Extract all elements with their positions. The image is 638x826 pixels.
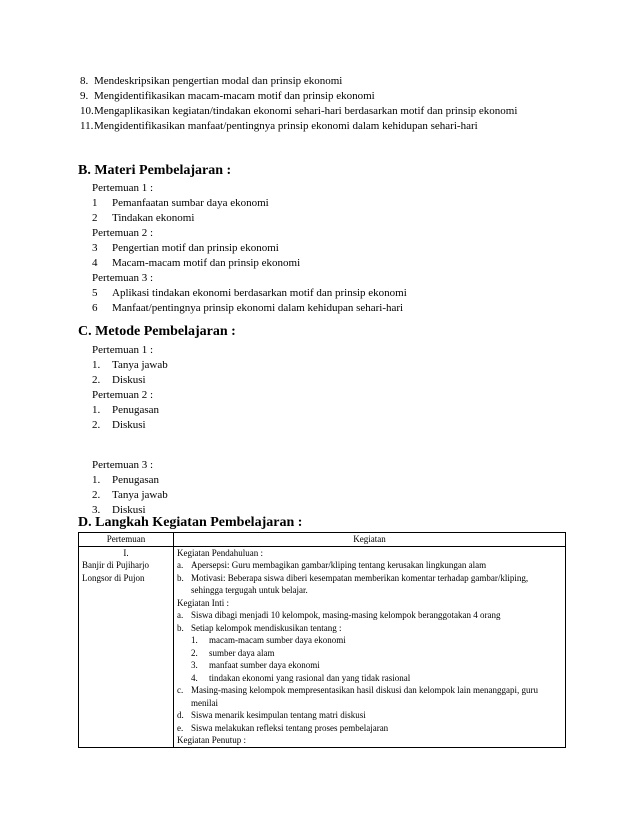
list-item <box>80 119 560 134</box>
list-item <box>92 241 407 256</box>
discussion-topics <box>177 634 562 684</box>
list-item <box>92 256 407 271</box>
pertemuan-cell <box>79 546 174 747</box>
list-number: 11. <box>80 120 94 132</box>
list-item <box>80 74 560 89</box>
table-header-row <box>79 533 566 547</box>
list-item <box>191 647 562 660</box>
list-item <box>92 181 407 196</box>
list-text: Diskusi <box>112 374 146 386</box>
list-item <box>92 226 407 241</box>
list-item <box>191 634 562 647</box>
list-item <box>80 89 560 104</box>
list-text: Macam-macam motif dan prinsip ekonomi <box>112 257 301 269</box>
pertemuan-number: I. <box>123 547 129 558</box>
section-c-heading: C. Metode Pembelajaran : <box>78 324 236 339</box>
activity-table <box>78 532 566 748</box>
list-text: Mendeskripsikan pengertian modal dan prinsip ekonomi <box>94 75 343 87</box>
list-marker: e. <box>177 722 184 733</box>
list-text: Pertemuan 2 : <box>92 227 154 239</box>
list-item <box>92 388 168 403</box>
list-text: Diskusi <box>112 419 146 431</box>
list-item <box>92 373 168 388</box>
objective-list <box>80 74 560 134</box>
list-text: Siswa melakukan refleksi tentang proses pembelajaran <box>191 722 389 733</box>
list-text: sumber daya alam <box>209 647 275 658</box>
list-item <box>177 722 562 735</box>
column-header-pertemuan: Pertemuan <box>79 533 174 547</box>
list-number: 9. <box>80 90 89 102</box>
list-number: 1. <box>92 404 101 416</box>
pertemuan-topic-1: Banjir di Pujiharjo <box>82 560 149 570</box>
list-text: Mengidentifikasikan macam-macam motif dan prinsip ekonomi <box>94 90 375 102</box>
list-number: 2 <box>92 212 98 224</box>
list-item <box>92 473 168 488</box>
list-text: Setiap kelompok mendiskusikan tentang : <box>191 622 342 633</box>
list-text: Pengertian motif dan prinsip ekonomi <box>112 242 279 254</box>
list-text: Pertemuan 1 : <box>92 182 154 194</box>
list-item <box>191 672 562 685</box>
list-number: 5 <box>92 287 98 299</box>
list-item <box>92 286 407 301</box>
list-text: Diskusi <box>112 504 146 516</box>
list-item <box>92 358 168 373</box>
list-item <box>92 343 168 358</box>
list-text: Mengaplikasikan kegiatan/tindakan ekonomi sehari-hari berdasarkan motif dan prinsip ekonomi <box>94 105 518 117</box>
list-marker: 2. <box>191 647 198 658</box>
list-item <box>92 196 407 211</box>
table-row <box>79 546 566 747</box>
pendahuluan-heading: Kegiatan Pendahuluan : <box>177 547 263 558</box>
list-number: 10. <box>80 105 94 117</box>
list-marker: d. <box>177 710 184 720</box>
list-marker: b. <box>177 572 184 583</box>
list-number: 2. <box>92 419 101 431</box>
list-item <box>92 403 168 418</box>
list-marker: 1. <box>191 635 198 645</box>
list-text: Tanya jawab <box>112 489 168 501</box>
list-number: 8. <box>80 75 89 87</box>
list-marker: a. <box>177 560 184 570</box>
pertemuan-topic-2: Longsor di Pujon <box>82 572 145 583</box>
list-text: Tindakan ekonomi <box>112 212 195 224</box>
list-item <box>191 659 562 672</box>
list-text: Apersepsi: Guru membagikan gambar/kliping tentang kerusakan lingkungan alam <box>191 560 487 570</box>
list-text: macam-macam sumber daya ekonomi <box>209 635 346 645</box>
list-text: Motivasi: Beberapa siswa diberi kesempatan memberikan komentar terhadap gambar/kliping, sehingga tergugah untuk belajar. <box>191 572 529 595</box>
list-number: 6 <box>92 302 98 314</box>
list-item <box>92 458 168 473</box>
list-item <box>177 572 562 597</box>
column-header-kegiatan: Kegiatan <box>174 533 566 547</box>
list-marker: b. <box>177 622 184 633</box>
list-number: 1. <box>92 359 101 371</box>
penutup-heading: Kegiatan Penutup : <box>177 735 246 745</box>
list-text: Pertemuan 1 : <box>92 344 154 356</box>
section-b-heading: B. Materi Pembelajaran : <box>78 163 232 178</box>
list-number: 1. <box>92 474 101 486</box>
list-item <box>177 709 562 722</box>
list-text: Mengidentifikasikan manfaat/pentingnya prinsip ekonomi dalam kehidupan sehari-hari <box>94 120 478 132</box>
list-item <box>177 622 562 635</box>
list-text: manfaat sumber daya ekonomi <box>209 660 320 670</box>
list-text: Penugasan <box>112 404 160 416</box>
inti-heading: Kegiatan Inti : <box>177 597 229 608</box>
list-marker: a. <box>177 610 184 620</box>
section-d-heading: D. Langkah Kegiatan Pembelajaran : <box>78 515 303 530</box>
list-number: 3. <box>92 504 101 516</box>
list-text: Penugasan <box>112 474 160 486</box>
kegiatan-cell <box>174 546 566 747</box>
list-text: Siswa menarik kesimpulan tentang matri diskusi <box>191 710 366 720</box>
list-text: Manfaat/pentingnya prinsip ekonomi dalam kehidupan sehari-hari <box>112 302 404 314</box>
list-text: Masing-masing kelompok mempresentasikan hasil diskusi dan kelompok lain menanggapi, guru menilai <box>191 685 538 708</box>
list-item <box>80 104 560 119</box>
list-item <box>177 559 562 572</box>
list-text: Pemanfaatan sumbar daya ekonomi <box>112 197 269 209</box>
list-number: 4 <box>92 257 98 269</box>
list-item <box>177 609 562 622</box>
list-marker: 3. <box>191 660 198 670</box>
list-marker: 4. <box>191 672 198 683</box>
list-text: Tanya jawab <box>112 359 168 371</box>
list-item <box>92 271 407 286</box>
list-text: tindakan ekonomi yang rasional dan yang tidak rasional <box>209 672 411 683</box>
list-text: Siswa dibagi menjadi 10 kelompok, masing-masing kelompok beranggotakan 4 orang <box>191 610 501 620</box>
list-marker: c. <box>177 685 184 695</box>
list-number: 2. <box>92 374 101 386</box>
metode-list-2 <box>92 458 168 518</box>
list-number: 2. <box>92 489 101 501</box>
list-item <box>177 684 562 709</box>
materi-list <box>92 181 407 316</box>
list-text: Aplikasi tindakan ekonomi berdasarkan motif dan prinsip ekonomi <box>112 287 407 299</box>
list-text: Pertemuan 3 : <box>92 272 154 284</box>
list-item <box>92 418 168 433</box>
list-text: Pertemuan 2 : <box>92 389 154 401</box>
list-item <box>92 301 407 316</box>
metode-list-1 <box>92 343 168 433</box>
list-number: 3 <box>92 242 98 254</box>
list-item <box>92 211 407 226</box>
list-item <box>92 488 168 503</box>
list-text: Pertemuan 3 : <box>92 459 154 471</box>
list-number: 1 <box>92 197 98 209</box>
